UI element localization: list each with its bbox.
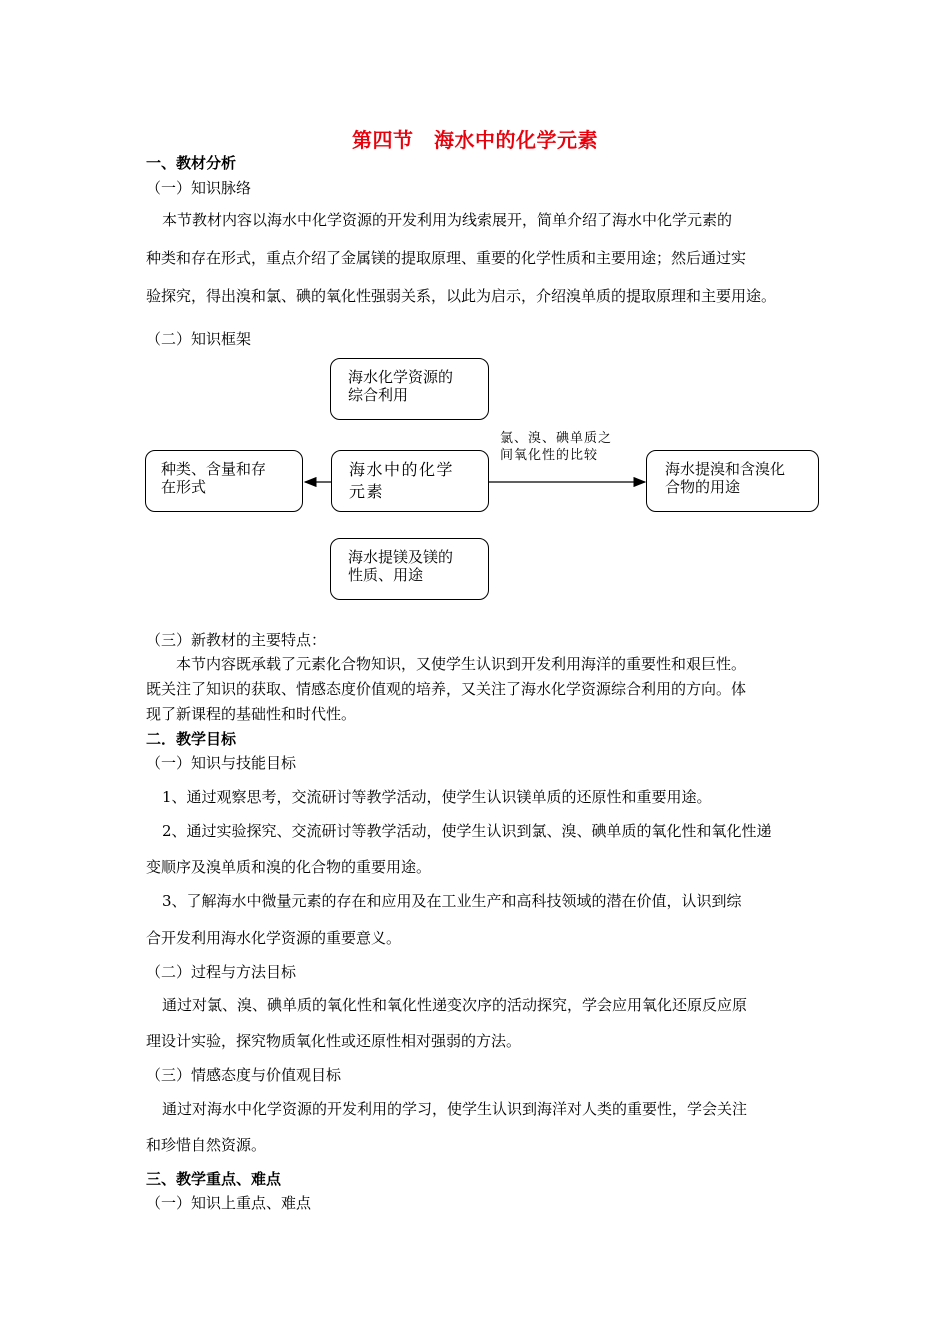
goal-item3-line2: 合开发利用海水化学资源的重要意义。	[146, 929, 402, 947]
section1-sub3: （三）新教材的主要特点：	[146, 631, 327, 649]
goal-item3-line1: 3、了解海水中微量元素的存在和应用及在工业生产和高科技领域的潜在价值，认识到综	[162, 892, 742, 910]
box-center	[331, 450, 489, 512]
box-left-line2: 在形式	[161, 478, 207, 496]
goal-item2-line2: 变顺序及溴单质和溴的化合物的重要用途。	[146, 858, 432, 876]
section2-sub3: （三）情感态度与价值观目标	[146, 1066, 342, 1084]
section3-heading: 三、教学重点、难点	[146, 1170, 282, 1188]
para1-line1: 本节教材内容以海水中化学资源的开发利用为线索展开，简单介绍了海水中化学元素的	[162, 211, 733, 229]
section2-sub1: （一）知识与技能目标	[146, 754, 297, 772]
method-line1: 通过对氯、溴、碘单质的氧化性和氧化性递变次序的活动探究，学会应用氧化还原反应原	[162, 996, 748, 1014]
diagram-arrows	[0, 0, 950, 620]
arrow-label-line2: 间氧化性的比较	[500, 448, 599, 463]
box-left-line1: 种类、含量和存	[161, 460, 267, 478]
section2-heading: 二．教学目标	[146, 730, 237, 748]
section1-heading: 一、教材分析	[146, 154, 237, 172]
box-center-line1: 海水中的化学	[349, 460, 455, 479]
para1-line3: 验探究，得出溴和氯、碘的氧化性强弱关系，以此为启示，介绍溴单质的提取原理和主要用途。	[146, 287, 777, 305]
section1-sub2: （二）知识框架	[146, 330, 252, 348]
box-top	[330, 358, 489, 420]
section2-sub2: （二）过程与方法目标	[146, 963, 297, 981]
box-bottom-line1: 海水提镁及镁的	[348, 548, 454, 566]
para1-line2: 种类和存在形式，重点介绍了金属镁的提取原理、重要的化学性质和主要用途；然后通过实	[146, 249, 747, 267]
box-center-line2: 元素	[349, 482, 385, 501]
arrow-label	[500, 430, 612, 464]
box-right-line2: 合物的用途	[665, 478, 741, 496]
section3-sub1: （一）知识上重点、难点	[146, 1194, 312, 1212]
attitude-line1: 通过对海水中化学资源的开发利用的学习，使学生认识到海洋对人类的重要性，学会关注	[162, 1100, 748, 1118]
box-left	[145, 450, 303, 512]
box-right-line1: 海水提溴和含溴化	[665, 460, 786, 478]
box-bottom	[330, 538, 489, 600]
goal-item2-line1: 2、通过实验探究、交流研讨等教学活动，使学生认识到氯、溴、碘单质的氧化性和氧化性递	[162, 822, 772, 840]
section1-sub1: （一）知识脉络	[146, 179, 252, 197]
para3-line3: 现了新课程的基础性和时代性。	[146, 705, 357, 723]
para3-line1: 本节内容既承载了元素化合物知识，又使学生认识到开发利用海洋的重要性和艰巨性。	[176, 655, 747, 673]
method-line2: 理设计实验，探究物质氧化性或还原性相对强弱的方法。	[146, 1032, 522, 1050]
para3-line2: 既关注了知识的获取、情感态度价值观的培养，又关注了海水化学资源综合利用的方向。体	[146, 680, 747, 698]
page-title: 第四节 海水中的化学元素	[352, 128, 598, 152]
box-top-line2: 综合利用	[348, 386, 409, 404]
box-right	[646, 450, 819, 512]
box-top-line1: 海水化学资源的	[348, 368, 454, 386]
box-bottom-line2: 性质、用途	[348, 566, 424, 584]
attitude-line2: 和珍惜自然资源。	[146, 1136, 267, 1154]
arrow-label-line1: 氯、溴、碘单质之	[500, 431, 613, 446]
goal-item1: 1、通过观察思考，交流研讨等教学活动，使学生认识镁单质的还原性和重要用途。	[162, 788, 712, 806]
